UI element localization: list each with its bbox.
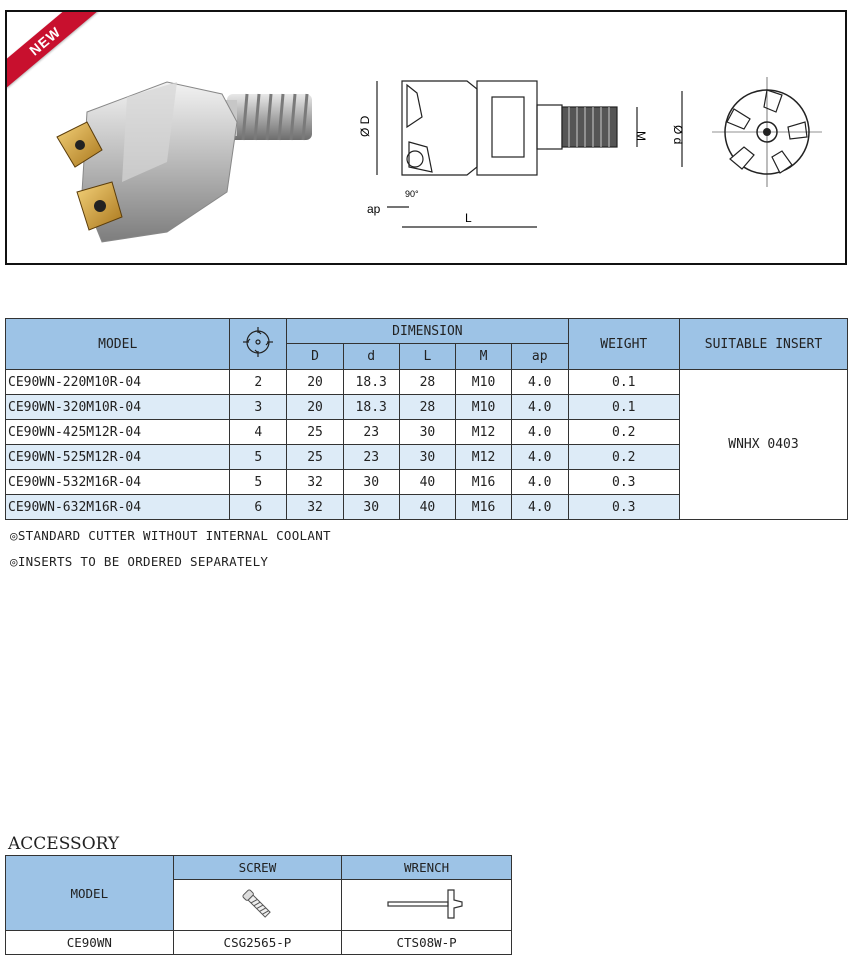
suitable-insert-cell: WNHX 0403: [679, 370, 847, 520]
ap-cell: 4.0: [511, 470, 568, 495]
ap-cell: 4.0: [511, 420, 568, 445]
L-cell: 30: [399, 445, 456, 470]
tool-end-view: [712, 77, 822, 187]
acc-screw-value: CSG2565-P: [173, 931, 342, 955]
weight-cell: 0.3: [568, 470, 679, 495]
M-cell: M10: [456, 370, 512, 395]
D-cell: 20: [287, 395, 344, 420]
acc-model-value: CE90WN: [6, 931, 174, 955]
L-cell: 40: [399, 470, 456, 495]
model-cell: CE90WN-425M12R-04: [6, 420, 230, 445]
d-cell: 30: [343, 495, 399, 520]
D-cell: 25: [287, 445, 344, 470]
dim-D-label: Ø D: [358, 115, 372, 137]
tool-dimension-drawing: [347, 67, 707, 242]
note-no-coolant: ◎STANDARD CUTTER WITHOUT INTERNAL COOLANT: [10, 528, 331, 543]
model-cell: CE90WN-320M10R-04: [6, 395, 230, 420]
L-cell: 28: [399, 370, 456, 395]
weight-cell: 0.3: [568, 495, 679, 520]
dim-M-label: M: [634, 131, 648, 141]
z-cell: 3: [230, 395, 287, 420]
D-cell: 20: [287, 370, 344, 395]
model-cell: CE90WN-220M10R-04: [6, 370, 230, 395]
ap-cell: 4.0: [511, 370, 568, 395]
D-cell: 32: [287, 495, 344, 520]
z-cell: 2: [230, 370, 287, 395]
ap-cell: 4.0: [511, 495, 568, 520]
weight-cell: 0.1: [568, 395, 679, 420]
tool-render-image: [47, 42, 347, 265]
wrench-image-cell: [342, 880, 512, 931]
spec-table: [5, 318, 848, 520]
new-badge: NEW: [5, 10, 98, 88]
ap-cell: 4.0: [511, 395, 568, 420]
model-cell: CE90WN-632M16R-04: [6, 495, 230, 520]
header-weight: WEIGHT: [568, 319, 679, 370]
table-row: [6, 370, 848, 395]
note-inserts-separate: ◎INSERTS TO BE ORDERED SEPARATELY: [10, 554, 269, 569]
cutter-teeth-icon: [242, 325, 274, 359]
screw-icon: [239, 886, 275, 922]
angle-label: 90°: [405, 189, 419, 199]
accessory-table: [5, 855, 512, 955]
acc-header-wrench: WRENCH: [342, 856, 512, 880]
L-cell: 30: [399, 420, 456, 445]
D-cell: 32: [287, 470, 344, 495]
accessory-title: ACCESSORY: [8, 834, 120, 854]
subheader-ap: ap: [511, 344, 568, 370]
M-cell: M10: [456, 395, 512, 420]
weight-cell: 0.1: [568, 370, 679, 395]
header-dimension: DIMENSION: [287, 319, 568, 344]
d-cell: 23: [343, 420, 399, 445]
M-cell: M16: [456, 495, 512, 520]
dim-L-label: L: [465, 211, 472, 225]
wrench-icon: [382, 886, 472, 922]
L-cell: 28: [399, 395, 456, 420]
ap-cell: 4.0: [511, 445, 568, 470]
z-cell: 5: [230, 470, 287, 495]
d-cell: 30: [343, 470, 399, 495]
screw-image-cell: [173, 880, 342, 931]
M-cell: M12: [456, 445, 512, 470]
model-cell: CE90WN-525M12R-04: [6, 445, 230, 470]
M-cell: M16: [456, 470, 512, 495]
d-cell: 23: [343, 445, 399, 470]
product-image-panel: [5, 10, 847, 265]
acc-header-model: MODEL: [6, 856, 174, 931]
dim-d-label: Ø d: [671, 125, 685, 145]
z-cell: 5: [230, 445, 287, 470]
M-cell: M12: [456, 420, 512, 445]
z-cell: 6: [230, 495, 287, 520]
acc-header-screw: SCREW: [173, 856, 342, 880]
subheader-M: M: [456, 344, 512, 370]
subheader-L: L: [399, 344, 456, 370]
header-suitable-insert: SUITABLE INSERT: [679, 319, 847, 370]
model-cell: CE90WN-532M16R-04: [6, 470, 230, 495]
L-cell: 40: [399, 495, 456, 520]
d-cell: 18.3: [343, 370, 399, 395]
header-teeth-icon: [230, 319, 287, 370]
header-model: MODEL: [6, 319, 230, 370]
subheader-d: d: [343, 344, 399, 370]
weight-cell: 0.2: [568, 445, 679, 470]
z-cell: 4: [230, 420, 287, 445]
acc-wrench-value: CTS08W-P: [342, 931, 512, 955]
weight-cell: 0.2: [568, 420, 679, 445]
dim-ap-label: ap: [367, 202, 381, 216]
d-cell: 18.3: [343, 395, 399, 420]
D-cell: 25: [287, 420, 344, 445]
subheader-D: D: [287, 344, 344, 370]
